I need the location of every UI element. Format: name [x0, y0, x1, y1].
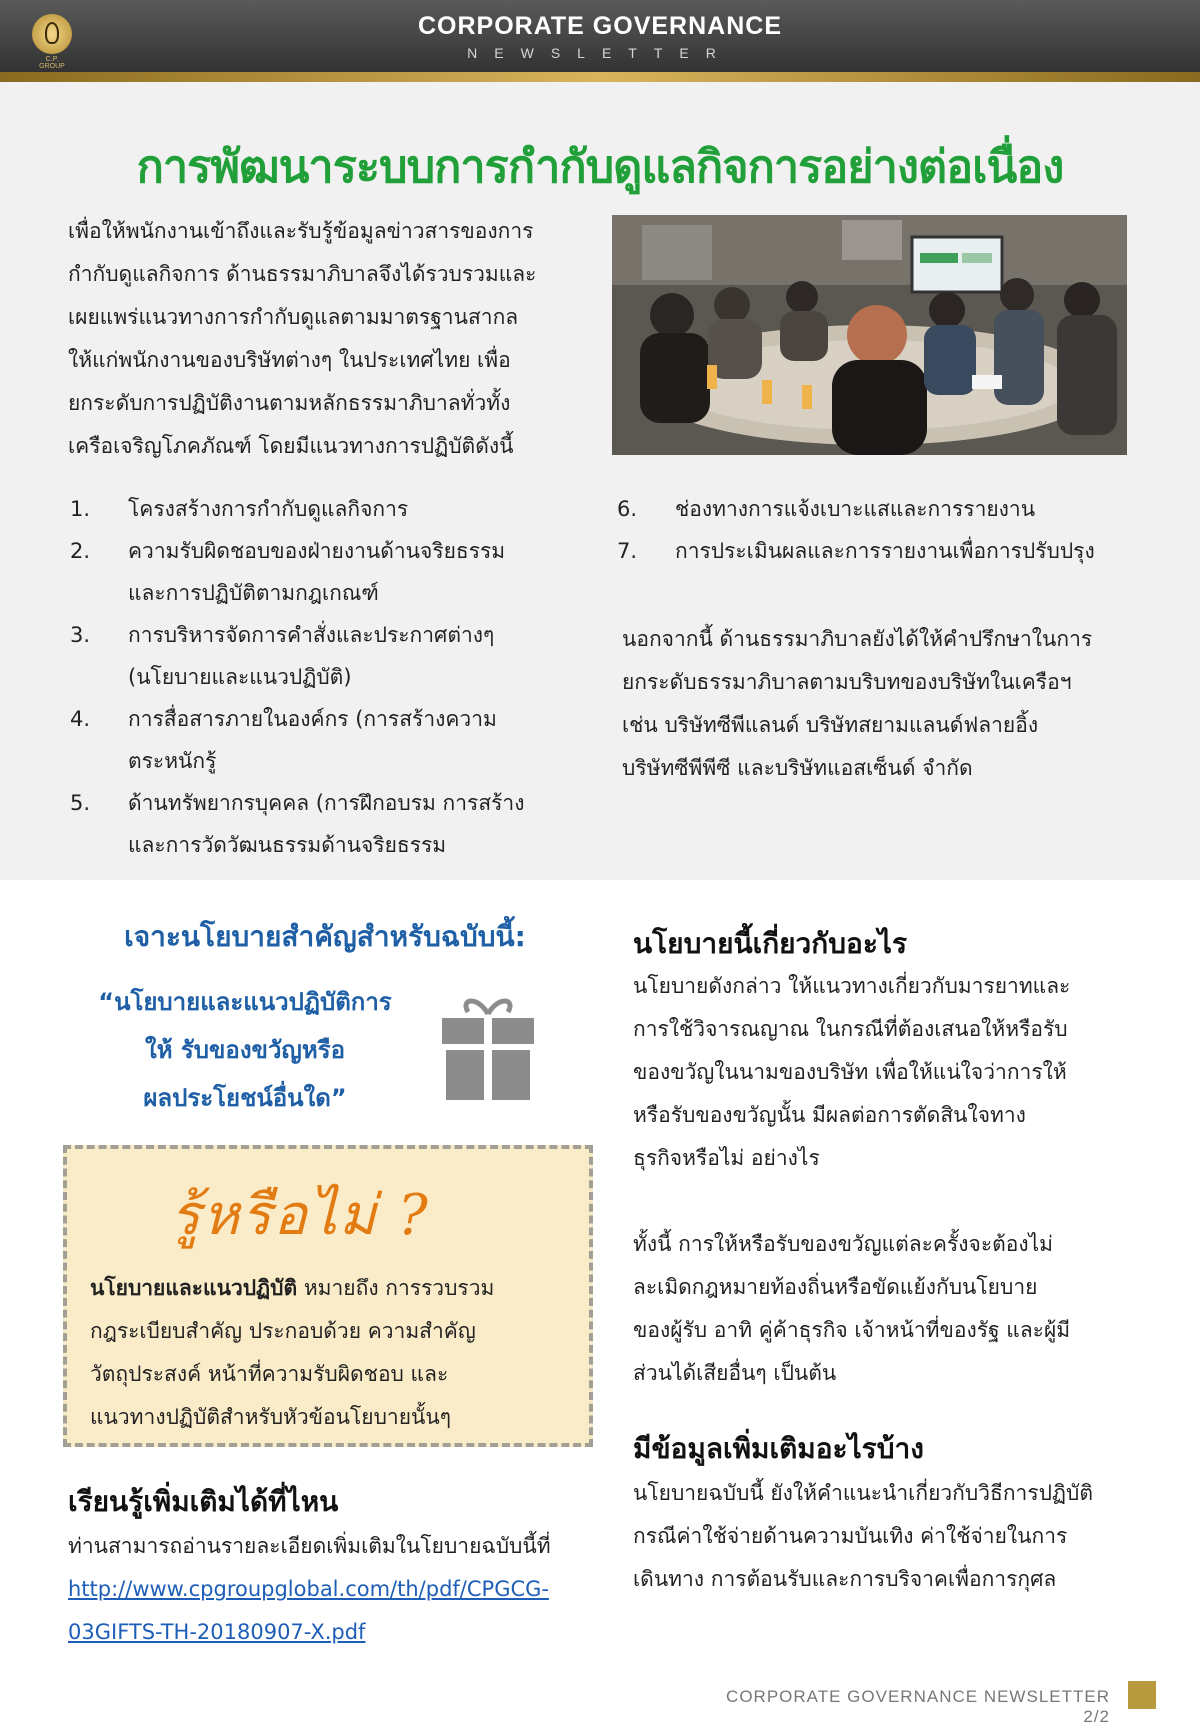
gift-icon — [438, 992, 538, 1104]
intro-line: เผยแพร่แนวทางการกำกับดูแลตามมาตรฐานสากล — [68, 305, 519, 329]
footer-gold-square — [1128, 1681, 1156, 1709]
meeting-photo — [612, 215, 1127, 455]
paragraph-line: การใช้วิจารณญาณ ในกรณีที่ต้องเสนอให้หรือรับ — [633, 1017, 1068, 1041]
list-number: 3. — [70, 623, 91, 647]
list-item — [68, 782, 608, 866]
more-info-paragraph — [633, 1472, 1178, 1601]
paragraph-line: กรณีค่าใช้จ่ายด้านความบันเทิง ค่าใช้จ่ายในการ — [633, 1524, 1068, 1548]
list-text: และการวัดวัฒนธรรมด้านจริยธรรม — [128, 833, 447, 857]
policy-term: นโยบายและแนวปฏิบัติ — [90, 1276, 298, 1300]
consulting-paragraph — [622, 618, 1182, 790]
list-text: และการปฏิบัติตามกฎเกณฑ์ — [128, 581, 379, 605]
gift-rules-paragraph — [633, 1223, 1178, 1395]
newsletter-title: CORPORATE GOVERNANCE — [417, 12, 782, 40]
list-text: การบริหารจัดการคำสั่งและประกาศต่างๆ — [128, 623, 495, 647]
paragraph-line: ทั้งนี้ การให้หรือรับของขวัญแต่ละครั้งจะต้องไม่ — [633, 1232, 1054, 1256]
list-item — [68, 530, 608, 614]
paragraph-line: บริษัทซีพีพีซี และบริษัทแอสเซ็นด์ จำกัด — [622, 756, 973, 780]
list-item — [615, 530, 1175, 572]
policy-pdf-link-cont[interactable]: 03GIFTS-TH-20180907-X.pdf — [68, 1620, 366, 1644]
did-you-know-line: แนวทางปฏิบัติสำหรับหัวข้อนโยบายนั้นๆ — [90, 1405, 451, 1429]
list-text: การประเมินผลและการรายงานเพื่อการปรับปรุง — [675, 539, 1095, 563]
learn-more-heading: เรียนรู้เพิ่มเติมได้ที่ไหน — [68, 1485, 339, 1518]
did-you-know-title: รู้หรือไม่ ? — [170, 1183, 430, 1248]
meeting-photo-illustration — [612, 215, 1127, 455]
paragraph-line: นโยบายฉบับนี้ ยังให้คำแนะนำเกี่ยวกับวิธีการปฏิบัติ — [633, 1481, 1094, 1505]
page-title: การพัฒนาระบบการกำกับดูแลกิจการอย่างต่อเนื่อง — [136, 140, 1064, 193]
did-you-know-text — [90, 1267, 580, 1439]
paragraph-line: นอกจากนี้ ด้านธรรมาภิบาลยังได้ให้คำปรึกษาในการ — [622, 627, 1093, 651]
paragraph-line: ส่วนได้เสียอื่นๆ เป็นต้น — [633, 1361, 837, 1385]
list-number: 7. — [617, 539, 638, 563]
logo-text: C.P. GROUP — [39, 56, 65, 70]
paragraph-line: ละเมิดกฎหมายท้องถิ่นหรือขัดแย้งกับนโยบาย — [633, 1275, 1038, 1299]
list-number: 5. — [70, 791, 91, 815]
list-text: การสื่อสารภายในองค์กร (การสร้างความ — [128, 707, 497, 731]
did-you-know-line — [90, 1267, 580, 1310]
list-number: 2. — [70, 539, 91, 563]
list-text: ความรับผิดชอบของฝ่ายงานด้านจริยธรรม — [128, 539, 506, 563]
header-gold-stripe — [0, 72, 1200, 82]
footer-page-label: CORPORATE GOVERNANCE NEWSLETTER 2/2 — [726, 1687, 1110, 1726]
practice-list-right — [615, 488, 1175, 572]
about-policy-paragraph — [633, 965, 1178, 1180]
list-item — [68, 488, 608, 530]
intro-line: เพื่อให้พนักงานเข้าถึงและรับรู้ข้อมูลข่าวสารของการ — [68, 219, 534, 243]
paragraph-line: นโยบายดังกล่าว ให้แนวทางเกี่ยวกับมารยาทและ — [633, 974, 1071, 998]
paragraph-line: ของผู้รับ อาทิ คู่ค้าธุรกิจ เจ้าหน้าที่ของรัฐ และผู้มี — [633, 1318, 1071, 1342]
intro-line: เครือเจริญโภคภัณฑ์ โดยมีแนวทางการปฏิบัติดังนี้ — [68, 434, 514, 458]
quote-line: ผลประโยชน์อื่นใด” — [143, 1084, 347, 1112]
policy-name-quote — [80, 978, 410, 1122]
learn-more-text — [68, 1525, 608, 1654]
policy-highlight-title: เจาะนโยบายสำคัญสำหรับฉบับนี้: — [124, 920, 526, 953]
practice-list-left — [68, 488, 608, 866]
list-item — [68, 614, 608, 698]
paragraph-line: เช่น บริษัทซีพีแลนด์ บริษัทสยามแลนด์ฟลายอิ้ง — [622, 713, 1039, 737]
paragraph-line: หรือรับของขวัญนั้น มีผลต่อการตัดสินใจทาง — [633, 1103, 1026, 1127]
list-number: 6. — [617, 497, 638, 521]
intro-line: ยกระดับการปฏิบัติงานตามหลักธรรมาภิบาลทั่วทั้ง — [68, 391, 511, 415]
list-item — [615, 488, 1175, 530]
more-info-heading: มีข้อมูลเพิ่มเติมอะไรบ้าง — [633, 1432, 924, 1465]
learn-more-line: ท่านสามารถอ่านรายละเอียดเพิ่มเติมในโยบายฉบับนี้ที่ — [68, 1534, 551, 1558]
did-you-know-line: วัตถุประสงค์ หน้าที่ความรับผิดชอบ และ — [90, 1362, 449, 1386]
intro-paragraph — [68, 210, 583, 468]
quote-line: “นโยบายและแนวปฏิบัติการ — [98, 988, 392, 1016]
did-you-know-line: กฎระเบียบสำคัญ ประกอบด้วย ความสำคัญ — [90, 1319, 476, 1343]
list-number: 1. — [70, 497, 91, 521]
header-bar — [0, 0, 1200, 80]
list-text: โครงสร้างการกำกับดูแลกิจการ — [128, 497, 409, 521]
definition-text: หมายถึง การรวบรวม — [297, 1276, 495, 1300]
paragraph-line: เดินทาง การต้อนรับและการบริจาคเพื่อการกุศล — [633, 1567, 1057, 1591]
paragraph-line: ยกระดับธรรมาภิบาลตามบริบทของบริษัทในเครือฯ — [622, 670, 1072, 694]
list-item — [68, 698, 608, 782]
paragraph-line: ธุรกิจหรือไม่ อย่างไร — [633, 1146, 820, 1170]
list-text: ตระหนักรู้ — [128, 749, 217, 773]
list-number: 4. — [70, 707, 91, 731]
intro-line: กำกับดูแลกิจการ ด้านธรรมาภิบาลจึงได้รวบรวมและ — [68, 262, 537, 286]
paragraph-line: ของขวัญในนามของบริษัท เพื่อให้แน่ใจว่าการให้ — [633, 1060, 1067, 1084]
intro-line: ให้แก่พนักงานของบริษัทต่างๆ ในประเทศไทย เพื่อ — [68, 348, 511, 372]
list-text: (นโยบายและแนวปฏิบัติ) — [128, 665, 352, 689]
list-text: ช่องทางการแจ้งเบาะแสและการรายงาน — [675, 497, 1036, 521]
quote-line: ให้ รับของขวัญหรือ — [144, 1036, 345, 1064]
policy-pdf-link[interactable]: http://www.cpgroupglobal.com/th/pdf/CPGCG- — [68, 1577, 549, 1601]
newsletter-subtitle: NEWSLETTER — [467, 45, 733, 61]
list-text: ด้านทรัพยากรบุคคล (การฝึกอบรม การสร้าง — [128, 791, 525, 815]
about-policy-heading: นโยบายนี้เกี่ยวกับอะไร — [633, 927, 907, 960]
